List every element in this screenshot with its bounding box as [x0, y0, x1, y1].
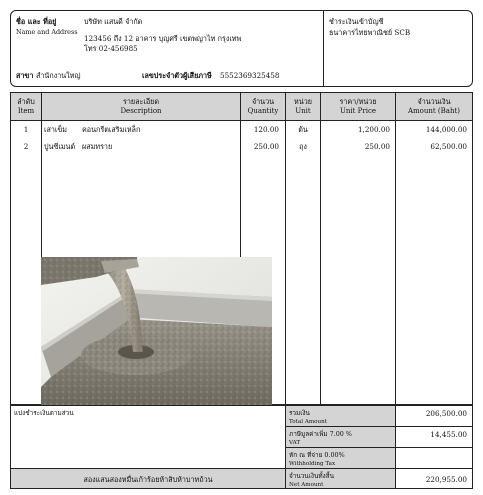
- row-amount: 144,000.00: [425, 125, 467, 134]
- company-name: บริษัท แสนดี จำกัด: [84, 17, 143, 26]
- row-description-b: ผสมทราย: [82, 142, 113, 151]
- name-label-th: ชื่อ และ ที่อยู่: [16, 17, 57, 26]
- company-phone: โทร 02-456985: [84, 44, 138, 53]
- net-label-th: จำนวนเงินทั้งสิ้น: [289, 472, 334, 480]
- branch-label: สาขา: [16, 71, 34, 80]
- withholding-label-en: Withholding Tax: [289, 461, 336, 467]
- summary-divider: [285, 468, 286, 489]
- header-item: ลำดับ Item: [11, 93, 42, 120]
- row-unit: ต้น: [298, 125, 308, 134]
- total-value: 206,500.00: [425, 409, 467, 418]
- tax-id-value: 5552369325458: [220, 71, 280, 80]
- header-quantity: จำนวน Quantity: [241, 93, 286, 120]
- vat-label-en: VAT: [289, 440, 301, 446]
- amount-in-words: สองแสนสองหมื่นเก้าร้อยห้าสิบห้าบาทถ้วน: [83, 475, 213, 484]
- header-amount: จำนวนเงิน Amount (Baht): [396, 93, 472, 120]
- col-divider: [320, 120, 321, 405]
- col-divider: [395, 120, 396, 405]
- tax-id-label: เลขประจำตัวผู้เสียภาษี: [142, 71, 212, 80]
- header-unit: หน่วย Unit: [286, 93, 321, 120]
- name-label-en: Name and Address: [16, 28, 78, 36]
- row-item-number: 2: [23, 142, 29, 151]
- payment-line-1: ชำระเงินเข้าบัญชี: [329, 17, 384, 26]
- row-description-a: ปูนซีเมนต์: [44, 142, 76, 151]
- total-label-th: รวมเงิน: [289, 409, 310, 417]
- header-description: รายละเอียด Description: [42, 93, 241, 120]
- row-description-a: เสาเข็ม: [44, 125, 67, 134]
- total-label-en: Total Amount: [289, 419, 327, 425]
- withholding-label-th: หัก ณ ที่จ่าย 0.00%: [289, 451, 345, 459]
- row-unit: ถุง: [299, 142, 307, 151]
- summary-divider: [285, 405, 286, 468]
- payment-line-2: ธนาคารไทยพาณิชย์ SCB: [329, 28, 411, 37]
- row-item-number: 1: [23, 125, 29, 134]
- row-unit-price: 250.00: [364, 142, 390, 151]
- vat-value: 14,455.00: [430, 430, 467, 439]
- col-divider: [285, 120, 286, 405]
- header-bottom-rule: [11, 120, 472, 121]
- company-address: 123456 ถึง 12 อาคาร บุญศรี เขตพญาไท กรุงเทพ: [84, 34, 242, 43]
- row-amount: 62,500.00: [430, 142, 467, 151]
- product-photo: [41, 257, 272, 405]
- vat-label-th: ภาษีมูลค่าเพิ่ม 7.00 %: [289, 430, 352, 438]
- summary-rule: [285, 447, 472, 448]
- header-unit-price: ราคา/หน่วย Unit Price: [321, 93, 396, 120]
- summary-rule: [285, 426, 472, 427]
- branch-value: สำนักงานใหญ่: [36, 71, 81, 80]
- net-value: 220,955.00: [425, 475, 467, 484]
- cement-pour-illustration: [41, 257, 272, 405]
- row-description-b: คอนกรีตเสริมเหล็ก: [82, 125, 141, 134]
- row-quantity: 250.00: [253, 142, 279, 151]
- row-unit-price: 1,200.00: [357, 125, 390, 134]
- payment-note: แบ่งชำระเงินตามส่วน: [14, 409, 74, 417]
- net-label-en: Net Amount: [289, 482, 324, 488]
- row-quantity: 120.00: [253, 125, 279, 134]
